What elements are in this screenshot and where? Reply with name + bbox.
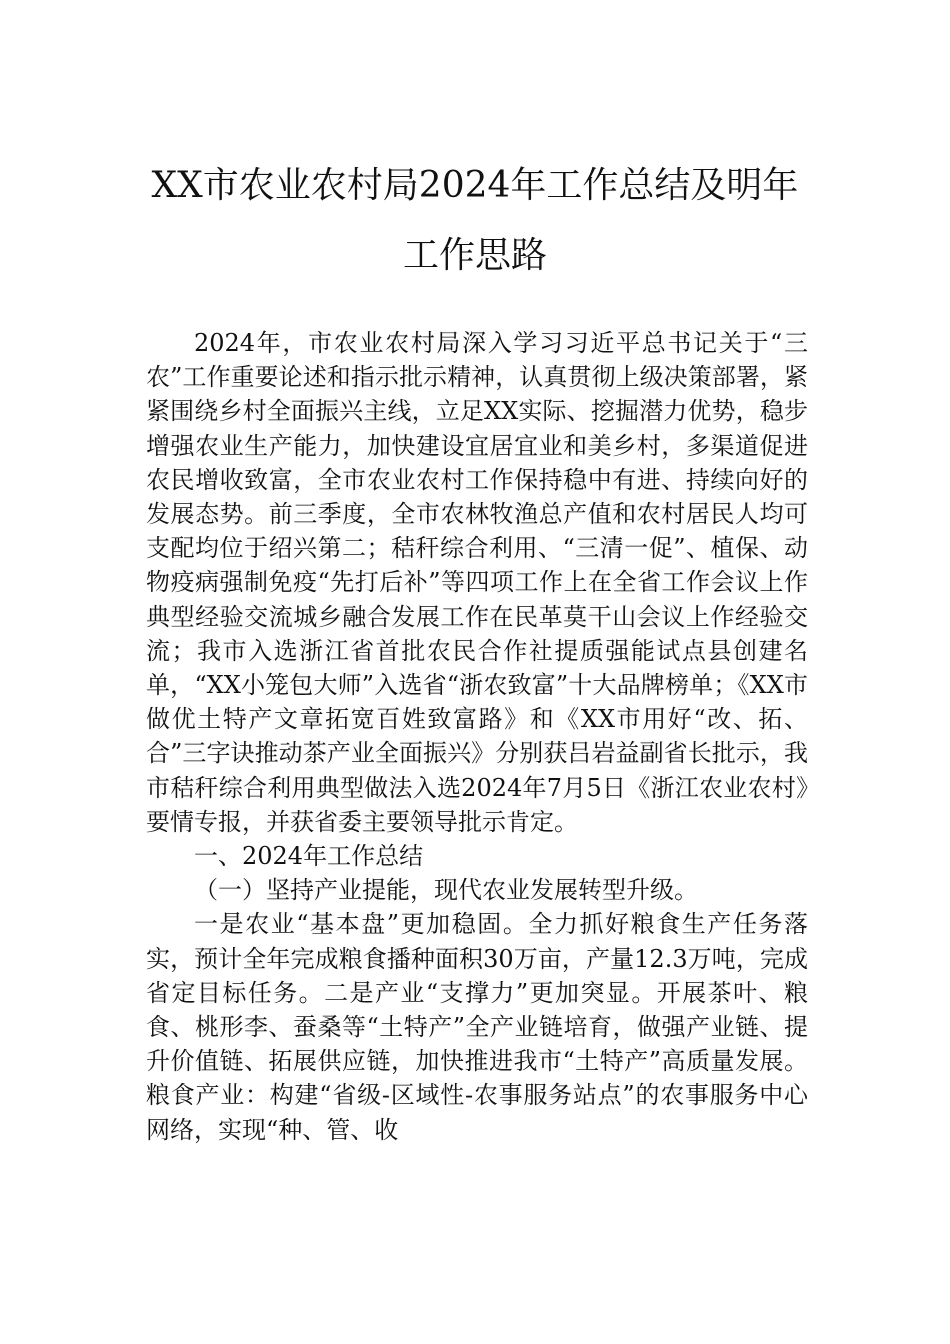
document-title-line2: 工作思路 — [402, 235, 547, 276]
body-paragraph: 一是农业“基本盘”更加稳固。全力抓好粮食生产任务落实，预计全年完成粮食播种面积30万亩，产量12.3万吨，完成省定目标任务。二是产业“支撑力”更加突显。开展茶叶、粮食、桃形李、蚕桑等“土特产”全产业链培育，做强产业链、提升价值链、拓展供应链，加快推进我市“土特产”高质量发展。粮食产业：构建“省级-区域性-农事服务站点”的农事服务中心网络，实现“种、管、收 — [146, 910, 808, 1144]
document-body — [146, 326, 808, 1147]
subsection-heading: （一）坚持产业提能，现代农业发展转型升级。 — [194, 876, 698, 905]
document-title-line1: XX市农业农村局2024年工作总结及明年 — [151, 165, 799, 206]
intro-paragraph: 2024年，市农业农村局深入学习习近平总书记关于“三农”工作重要论述和指示批示精神，认真贯彻上级决策部署，紧紧围绕乡村全面振兴主线，立足XX实际、挖掘潜力优势，稳步增强农业生产能力，加快建设宜居宜业和美乡村，多渠道促进农民增收致富，全市农业农村工作保持稳中有进、持续向好的发展态势。前三季度，全市农林牧渔总产值和农村居民人均可支配均位于绍兴第二；秸秆综合利用、“三清一促”、植保、动物疫病强制免疫“先打后补”等四项工作上在全省工作会议上作典型经验交流城乡融合发展工作在民革莫干山会议上作经验交流；我市入选浙江省首批农民合作社提质强能试点县创建名单，“XX小笼包大师”入选省“浙农致富”十大品牌榜单；《XX市做优土特产文章拓宽百姓致富路》和《XX市用好“改、拓、合”三字诀推动茶产业全面振兴》分别获吕岩益副省长批示，我市秸秆综合利用典型做法入选2024年7月5日《浙江农业农村》要情专报，并获省委主要领导批示肯定。 — [146, 329, 808, 836]
section-heading: 一、2024年工作总结 — [194, 842, 424, 871]
